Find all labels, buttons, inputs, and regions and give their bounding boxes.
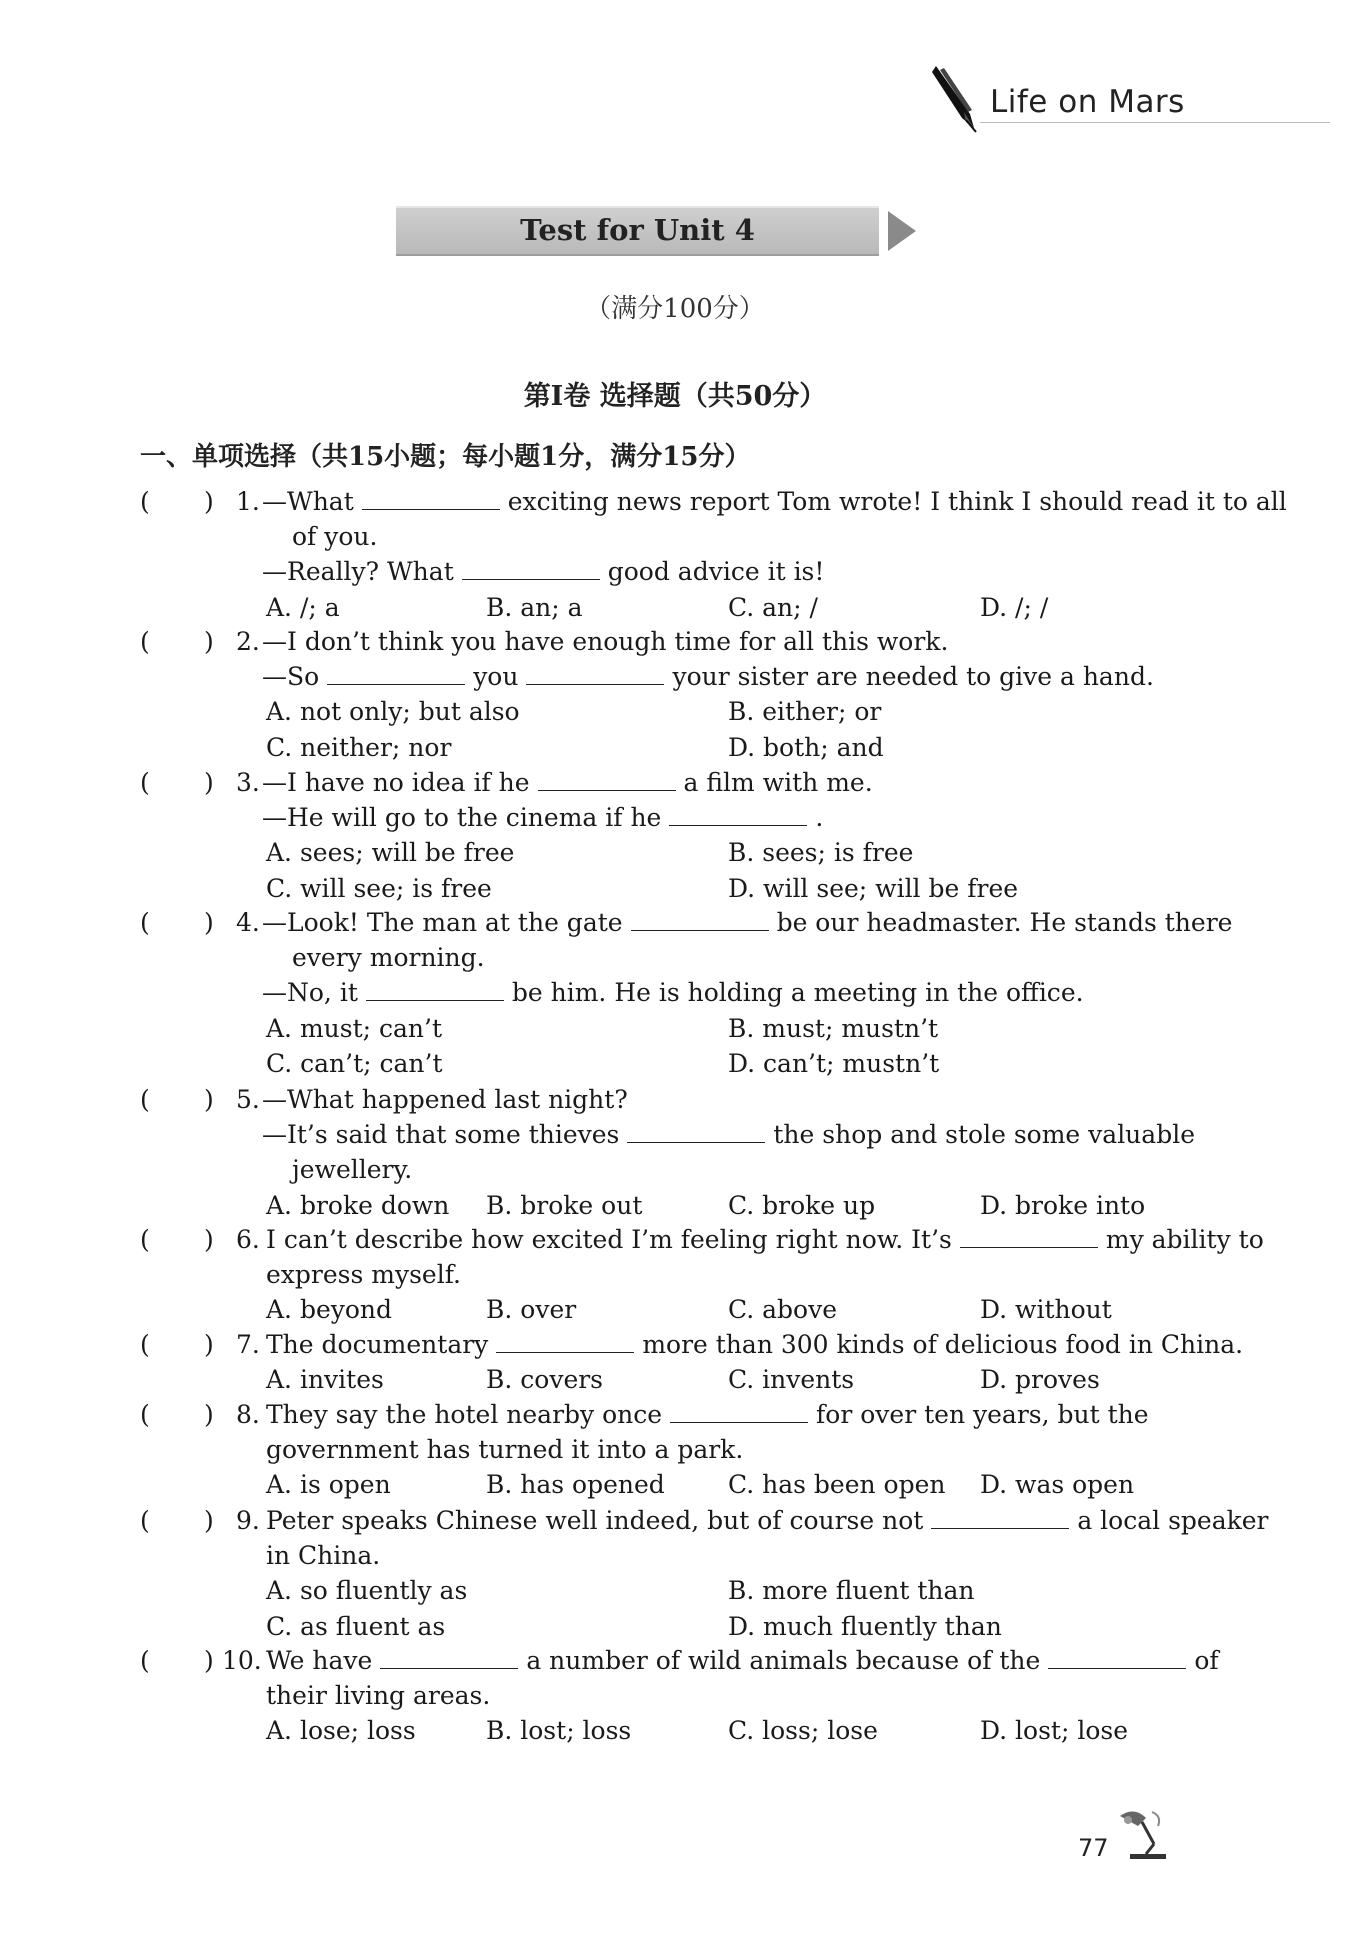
answer-blank[interactable] <box>669 801 807 826</box>
question-number: 3. <box>236 768 260 797</box>
unit-name: Life on Mars <box>990 84 1185 120</box>
answer-paren-left: ( <box>140 1085 150 1114</box>
question-text: of you. <box>292 522 378 552</box>
pen-icon <box>930 62 982 134</box>
answer-option[interactable]: C. will see; is free <box>266 873 492 903</box>
answer-option[interactable]: D. will see; will be free <box>728 873 1019 903</box>
answer-option[interactable]: D. much fluently than <box>728 1611 1002 1641</box>
question-text: more than 300 kinds of delicious food in China. <box>642 1330 1244 1359</box>
answer-option[interactable]: D. /; / <box>980 592 1049 622</box>
part-title: 第Ⅰ卷 选择题（共50分） <box>523 381 827 412</box>
question-number: 5. <box>236 1085 260 1114</box>
question-text: The documentary <box>266 1330 489 1359</box>
question-text: be our headmaster. He stands there <box>776 908 1233 937</box>
answer-option[interactable]: A. so fluently as <box>266 1576 468 1606</box>
answer-blank[interactable] <box>496 1328 634 1353</box>
question-text: —No, it <box>262 978 358 1008</box>
answer-blank[interactable] <box>538 766 676 791</box>
answer-option[interactable]: D. broke into <box>980 1190 1146 1220</box>
answer-blank[interactable] <box>960 1223 1098 1248</box>
desk-lamp-icon <box>1116 1806 1176 1862</box>
answer-paren-right: ) <box>204 487 214 516</box>
answer-paren-left: ( <box>140 1330 150 1359</box>
answer-blank[interactable] <box>670 1398 808 1423</box>
score-note: （满分100分） <box>585 294 765 324</box>
answer-blank[interactable] <box>366 976 504 1001</box>
question-number: 9. <box>236 1506 260 1535</box>
answer-blank[interactable] <box>526 660 664 685</box>
question-text: —What happened last night? <box>262 1085 628 1114</box>
answer-option[interactable]: C. broke up <box>728 1190 876 1220</box>
question-text: you <box>473 662 519 692</box>
question-text: —So <box>262 662 320 692</box>
question-line <box>266 1327 1243 1362</box>
question-text: my ability to <box>1105 1225 1264 1254</box>
question-text: jewellery. <box>292 1155 413 1185</box>
question-text: They say the hotel nearby once <box>266 1400 663 1429</box>
question-text: the shop and stole some valuable <box>773 1120 1195 1150</box>
answer-option[interactable]: A. not only; but also <box>266 697 520 727</box>
answer-blank[interactable] <box>627 1118 765 1143</box>
question-text: every morning. <box>292 943 485 973</box>
question-line <box>262 765 873 800</box>
answer-paren-left: ( <box>140 1225 150 1254</box>
question-number: 7. <box>236 1330 260 1359</box>
question-text: Peter speaks Chinese well indeed, but of course not <box>266 1506 924 1535</box>
question-number: 4. <box>236 908 260 937</box>
question-text: express myself. <box>266 1260 462 1290</box>
answer-paren-left: ( <box>140 1506 150 1535</box>
question-line <box>262 1082 628 1117</box>
answer-option[interactable]: B. more fluent than <box>728 1576 975 1606</box>
answer-blank[interactable] <box>380 1644 518 1669</box>
answer-paren-left: ( <box>140 487 150 516</box>
answer-option[interactable]: C. as fluent as <box>266 1611 446 1641</box>
answer-paren-right: ) <box>204 908 214 937</box>
answer-option[interactable]: A. is open <box>266 1470 391 1500</box>
question-text: in China. <box>266 1541 381 1571</box>
answer-option[interactable]: A. beyond <box>266 1295 393 1325</box>
answer-paren-right: ) <box>204 1085 214 1114</box>
question-text: —I don’t think you have enough time for all this work. <box>262 627 949 656</box>
question-number: 10. <box>222 1646 262 1675</box>
question-line <box>262 659 1154 694</box>
section-heading: 一、单项选择（共15小题；每小题1分，满分15分） <box>140 442 751 472</box>
question-text: We have <box>266 1646 373 1675</box>
question-text: —It’s said that some thieves <box>262 1120 620 1150</box>
answer-option[interactable]: D. was open <box>980 1470 1135 1500</box>
answer-paren-left: ( <box>140 1646 150 1675</box>
question-line <box>266 1503 1269 1538</box>
answer-option[interactable]: A. lose; loss <box>266 1716 416 1746</box>
question-text: —Really? What <box>262 557 454 587</box>
question-text: —What <box>262 487 354 516</box>
test-title: Test for Unit 4 <box>520 213 755 247</box>
question-number: 2. <box>236 627 260 656</box>
answer-option[interactable]: D. lost; lose <box>980 1716 1129 1746</box>
answer-paren-right: ) <box>204 1506 214 1535</box>
question-text: a film with me. <box>683 768 873 797</box>
question-line <box>266 1222 1264 1257</box>
question-line <box>262 975 1084 1010</box>
answer-option[interactable]: D. proves <box>980 1365 1100 1395</box>
answer-option[interactable]: A. invites <box>266 1365 384 1395</box>
answer-option[interactable]: A. sees; will be free <box>266 838 515 868</box>
question-line <box>262 624 948 659</box>
answer-option[interactable]: B. covers <box>486 1365 604 1395</box>
question-text: —Look! The man at the gate <box>262 908 623 937</box>
answer-option[interactable]: C. above <box>728 1295 838 1325</box>
answer-option[interactable]: C. an; / <box>728 592 818 622</box>
question-line <box>266 1432 743 1467</box>
question-text: —He will go to the cinema if he <box>262 803 662 833</box>
answer-option[interactable]: B. lost; loss <box>486 1716 632 1746</box>
question-text: for over ten years, but the <box>816 1400 1149 1429</box>
answer-option[interactable]: A. /; a <box>266 592 340 622</box>
question-text: be him. He is holding a meeting in the office. <box>511 978 1084 1008</box>
answer-option[interactable]: B. sees; is free <box>728 838 914 868</box>
answer-blank[interactable] <box>1048 1644 1186 1669</box>
question-number: 6. <box>236 1225 260 1254</box>
question-text: exciting news report Tom wrote! I think I should read it to all <box>507 487 1287 516</box>
answer-option[interactable]: A. broke down <box>266 1190 450 1220</box>
page-header <box>930 62 1330 132</box>
question-line <box>262 800 823 835</box>
answer-paren-left: ( <box>140 627 150 656</box>
arrow-right-icon <box>886 209 918 253</box>
question-text: —I have no idea if he <box>262 768 530 797</box>
answer-blank[interactable] <box>462 555 600 580</box>
question-text: their living areas. <box>266 1681 491 1711</box>
question-line <box>292 519 377 554</box>
answer-option[interactable]: B. has opened <box>486 1470 665 1500</box>
title-banner <box>396 206 918 256</box>
answer-paren-right: ) <box>204 768 214 797</box>
header-rule <box>980 122 1330 123</box>
question-text: I can’t describe how excited I’m feeling right now. It’s <box>266 1225 952 1254</box>
question-text: a local speaker <box>1077 1506 1269 1535</box>
answer-option[interactable]: A. must; can’t <box>266 1013 443 1043</box>
question-line <box>262 1117 1195 1152</box>
answer-option[interactable]: D. without <box>980 1295 1112 1325</box>
answer-option[interactable]: B. over <box>486 1295 577 1325</box>
question-line <box>262 905 1232 940</box>
answer-option[interactable]: B. broke out <box>486 1190 643 1220</box>
answer-option[interactable]: D. both; and <box>728 732 884 762</box>
answer-paren-left: ( <box>140 1400 150 1429</box>
answer-paren-right: ) <box>204 1225 214 1254</box>
answer-blank[interactable] <box>931 1504 1069 1529</box>
answer-option[interactable]: C. loss; lose <box>728 1716 878 1746</box>
question-line <box>292 1152 412 1187</box>
page-number: 77 <box>1078 1834 1109 1862</box>
answer-option[interactable]: B. an; a <box>486 592 583 622</box>
answer-blank[interactable] <box>327 660 465 685</box>
answer-option[interactable]: B. either; or <box>728 697 882 727</box>
question-line <box>266 1678 490 1713</box>
question-line <box>266 1538 380 1573</box>
question-text: . <box>815 803 824 833</box>
answer-option[interactable]: B. must; mustn’t <box>728 1013 939 1043</box>
answer-paren-right: ) <box>204 1330 214 1359</box>
question-line <box>266 1257 461 1292</box>
answer-option[interactable]: D. can’t; mustn’t <box>728 1048 940 1078</box>
question-text: of <box>1194 1646 1219 1675</box>
question-line <box>262 554 824 589</box>
answer-blank[interactable] <box>362 485 500 510</box>
answer-paren-right: ) <box>204 627 214 656</box>
answer-blank[interactable] <box>631 906 769 931</box>
answer-option[interactable]: C. can’t; can’t <box>266 1048 443 1078</box>
question-number: 8. <box>236 1400 260 1429</box>
question-text: your sister are needed to give a hand. <box>672 662 1154 692</box>
answer-paren-left: ( <box>140 768 150 797</box>
question-line <box>266 1397 1149 1432</box>
answer-option[interactable]: C. invents <box>728 1365 855 1395</box>
answer-paren-right: ) <box>204 1400 214 1429</box>
question-text: a number of wild animals because of the <box>526 1646 1041 1675</box>
question-line <box>292 940 485 975</box>
answer-paren-left: ( <box>140 908 150 937</box>
question-number: 1. <box>236 487 260 516</box>
answer-paren-right: ) <box>204 1646 214 1675</box>
answer-option[interactable]: C. has been open <box>728 1470 946 1500</box>
answer-option[interactable]: C. neither; nor <box>266 732 452 762</box>
question-line <box>266 1643 1219 1678</box>
question-line <box>262 484 1287 519</box>
question-text: good advice it is! <box>607 557 825 587</box>
question-text: government has turned it into a park. <box>266 1435 744 1465</box>
